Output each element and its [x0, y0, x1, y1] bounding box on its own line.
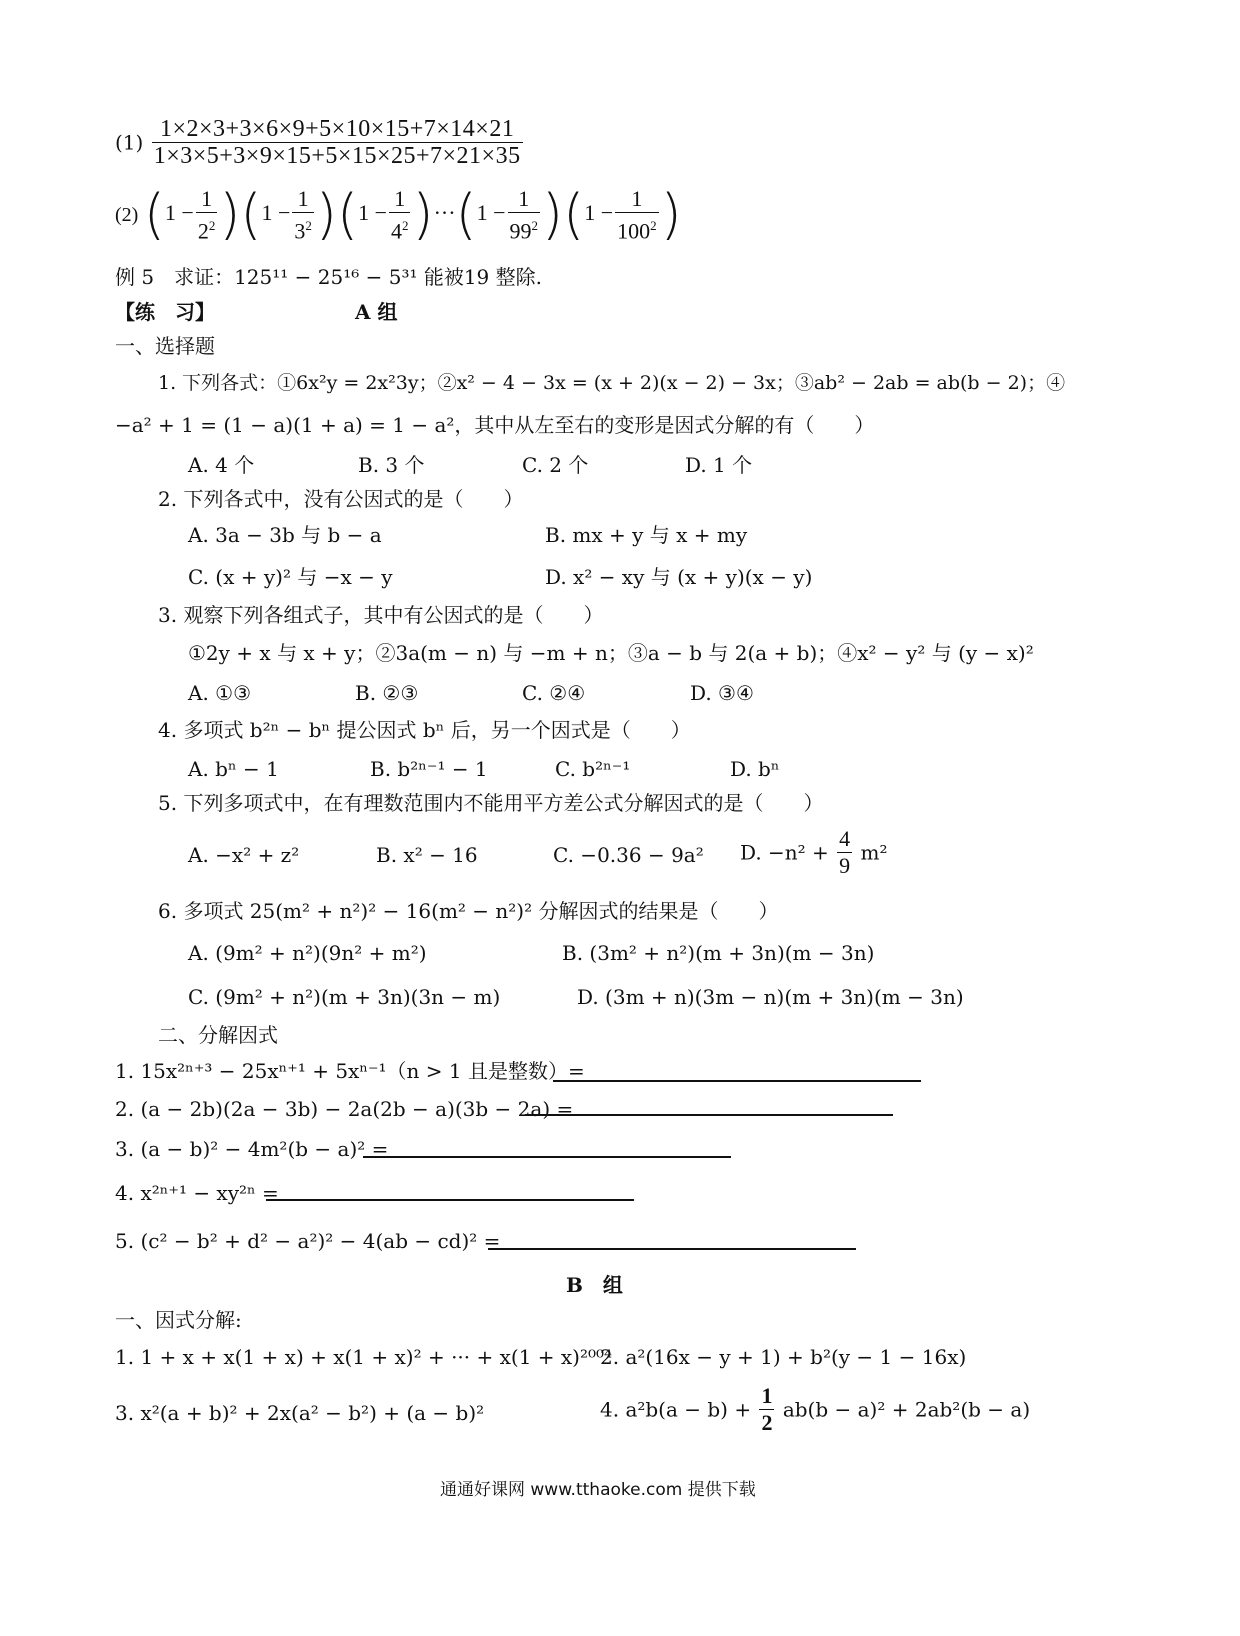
b-problem-3: 3. x²(a + b)² + 2x(a² − b²) + (a − b)² — [115, 1401, 485, 1425]
example-1-numerator: 1×2×3+3×6×9+5×10×15+7×14×21 — [159, 116, 515, 142]
question-2: 2. 下列各式中，没有公因式的是（ ） — [158, 487, 524, 511]
question-6: 6. 多项式 25(m² + n²)² − 16(m² − n²)² 分解因式的结果是（ ） — [158, 899, 779, 923]
q4-option-c: C. b²ⁿ⁻¹ — [555, 757, 631, 781]
b-problem-1: 1. 1 + x + x(1 + x) + x(1 + x)² + ··· + x(1 + x)²⁰⁰⁴ — [115, 1345, 613, 1369]
example-1 — [115, 116, 525, 180]
q6-option-a: A. (9m² + n²)(9n² + m²) — [188, 941, 427, 965]
example-1-fraction — [152, 116, 523, 169]
question-1-line-1: 1. 下列各式：①6x²y = 2x²3y；②x² − 4 − 3x = (x + 2)(x − 2) − 3x；③ab² − 2ab = ab(b − 2)；④ — [158, 372, 1066, 394]
factor-4: 4. x²ⁿ⁺¹ − xy²ⁿ = — [115, 1181, 279, 1205]
question-3-items: ①2y + x 与 x + y；②3a(m − n) 与 −m + n；③a − b 与 2(a + b)；④x² − y² 与 (y − x)² — [188, 641, 1034, 665]
group-a-title: A 组 — [355, 300, 398, 324]
question-1-line-2: −a² + 1 = (1 − a)(1 + a) = 1 − a²，其中从左至右的变形是因式分解的有（ ） — [115, 413, 875, 437]
q1-option-a: A. 4 个 — [188, 453, 255, 477]
q3-option-a: A. ①③ — [188, 681, 252, 705]
q3-option-d: D. ③④ — [690, 681, 754, 705]
factor-1: 1. 15x²ⁿ⁺³ − 25xⁿ⁺¹ + 5xⁿ⁻¹（n > 1 且是整数）= — [115, 1059, 585, 1083]
b-problem-2: 2. a²(16x − y + 1) + b²(y − 1 − 16x) — [600, 1345, 967, 1369]
q6-option-b: B. (3m² + n²)(m + 3n)(m − 3n) — [562, 941, 875, 965]
q1-option-b: B. 3 个 — [358, 453, 425, 477]
q5-option-c: C. −0.36 − 9a² — [553, 843, 704, 867]
factor-1-answer-line[interactable] — [553, 1080, 921, 1082]
q3-option-b: B. ②③ — [355, 681, 419, 705]
b-problem-4: 4. a²b(a − b) + $\frac{1}{2}$ ab(b − a)² + 2ab²(b − a) — [600, 1383, 1031, 1435]
q4-option-d: D. bⁿ — [730, 757, 780, 781]
q3-option-c: C. ②④ — [522, 681, 586, 705]
factor-4-answer-line[interactable] — [266, 1199, 634, 1201]
q5-option-a: A. −x² + z² — [188, 843, 300, 867]
section-b-factor: 一、因式分解: — [115, 1308, 242, 1332]
q6-option-d: D. (3m + n)(3m − n)(m + 3n)(m − 3n) — [577, 985, 964, 1009]
q1-option-d: D. 1 个 — [685, 453, 753, 477]
q4-option-b: B. b²ⁿ⁻¹ − 1 — [370, 757, 488, 781]
example-1-label: (1) — [115, 130, 144, 155]
section-factor: 二、分解因式 — [158, 1023, 278, 1047]
q4-option-a: A. bⁿ − 1 — [188, 757, 279, 781]
q5-option-d: D. −n² + $\frac{4}{9}$ m² — [740, 826, 888, 878]
example-2-label: (2) — [115, 204, 139, 227]
question-3: 3. 观察下列各组式子，其中有公因式的是（ ） — [158, 603, 604, 627]
factor-3-answer-line[interactable] — [363, 1156, 731, 1158]
factor-3: 3. (a − b)² − 4m²(b − a)² = — [115, 1137, 389, 1161]
practice-title: 【练 习】 — [115, 300, 215, 324]
question-4: 4. 多项式 b²ⁿ − bⁿ 提公因式 bⁿ 后，另一个因式是（ ） — [158, 718, 691, 742]
footer: 通通好课网 www.tthaoke.com 提供下载 — [440, 1480, 756, 1500]
factor-5-answer-line[interactable] — [488, 1248, 856, 1250]
example-5: 例 5 求证：125¹¹ − 25¹⁶ − 5³¹ 能被19 整除. — [115, 265, 543, 289]
q2-option-a: A. 3a − 3b 与 b − a — [188, 523, 382, 547]
factor-2-answer-line[interactable] — [525, 1114, 893, 1116]
example-2: (2) (1 − $\frac{1}{2^2}$ )(1 − $\frac{1}{3^2}$ )(1 − $\frac{1}{4^2}$ )···(1 − $\frac{1}{99^2}$ )(1 − $\frac{1}{100^2}$ ) — [115, 183, 682, 247]
question-5: 5. 下列多项式中，在有理数范围内不能用平方差公式分解因式的是（ ） — [158, 791, 824, 815]
q2-option-d: D. x² − xy 与 (x + y)(x − y) — [545, 565, 813, 589]
example-1-denominator: 1×3×5+3×9×15+5×15×25+7×21×35 — [153, 143, 521, 169]
q2-option-b: B. mx + y 与 x + my — [545, 523, 748, 547]
group-b-title: B 组 — [566, 1273, 623, 1297]
factor-2: 2. (a − 2b)(2a − 3b) − 2a(2b − a)(3b − 2a) = — [115, 1097, 574, 1121]
q2-option-c: C. (x + y)² 与 −x − y — [188, 565, 393, 589]
section-choice: 一、选择题 — [115, 334, 215, 358]
factor-5: 5. (c² − b² + d² − a²)² − 4(ab − cd)² = — [115, 1229, 501, 1253]
q1-option-c: C. 2 个 — [522, 453, 589, 477]
q6-option-c: C. (9m² + n²)(m + 3n)(3n − m) — [188, 985, 501, 1009]
q5-option-b: B. x² − 16 — [376, 843, 478, 867]
